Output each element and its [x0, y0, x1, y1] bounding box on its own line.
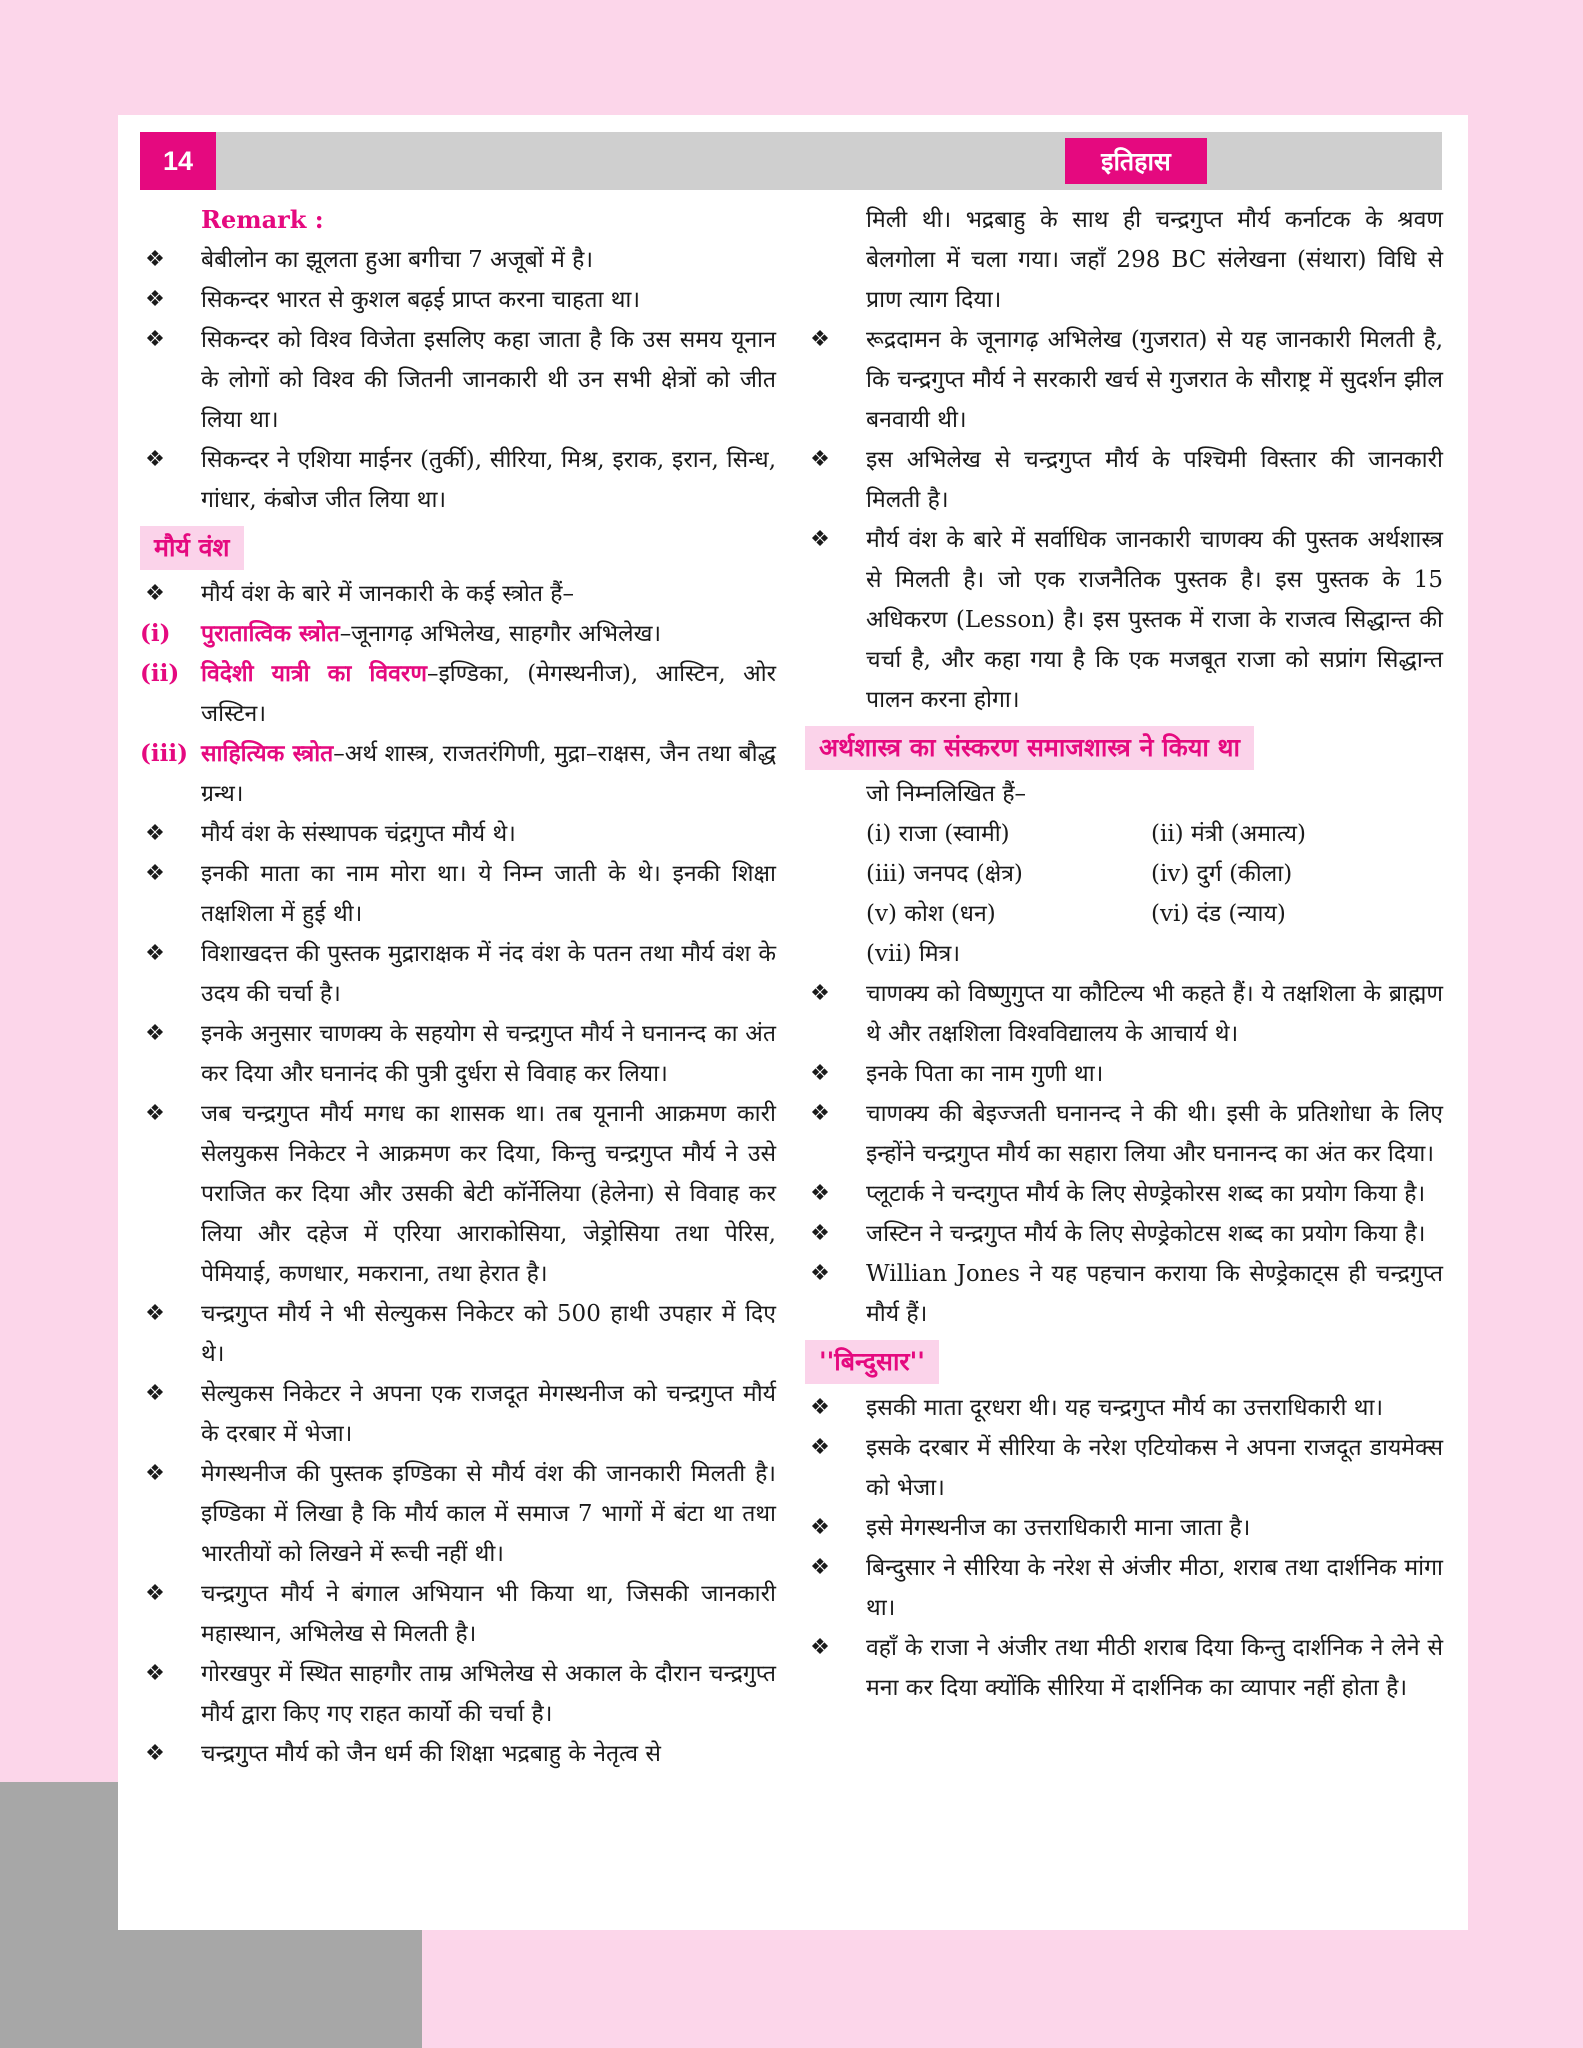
numbered-item: [140, 654, 776, 734]
list-item: [140, 1374, 776, 1454]
list-item: [140, 1454, 776, 1574]
bullet-diamond-icon: ❖: [145, 447, 165, 472]
bullet-diamond-icon: ❖: [145, 1741, 165, 1766]
list-item-text: इसके दरबार में सीरिया के नरेश एटियोकस ने अपना राजदूत डायमेक्स को भेजा।: [866, 1435, 1443, 1501]
bullet-diamond-icon: ❖: [810, 1061, 830, 1086]
list-item: [140, 1014, 776, 1094]
bullet-diamond-icon: ❖: [810, 1395, 830, 1420]
list-item: [805, 520, 1443, 720]
item-text: –जूनागढ़ अभिलेख, साहगौर अभिलेख।: [339, 621, 662, 647]
list-item: [140, 1294, 776, 1374]
list-item: [805, 1254, 1443, 1334]
element-item: (i) राजा (स्वामी): [866, 821, 1010, 847]
list-item: [140, 320, 776, 440]
list-item-text: गोरखपुर में स्थित साहगौर ताम्र अभिलेख से अकाल के दौरान चन्द्रगुप्त मौर्य द्वारा किए गए राहत कार्यो की चर्चा है।: [201, 1661, 776, 1727]
item-number: (i): [140, 620, 171, 647]
element-item: (ii) मंत्री (अमात्य): [1151, 821, 1306, 847]
paragraph: मिली थी। भद्रबाहु के साथ ही चन्द्रगुप्त मौर्य कर्नाटक के श्रवण बेलगोला में चला गया। जहाँ 298 BC संलेखना (संथारा) विधि से प्राण त्याग दिया।: [866, 207, 1443, 313]
list-item: [140, 280, 776, 320]
bullet-diamond-icon: ❖: [145, 247, 165, 272]
remark-label: Remark :: [201, 205, 324, 234]
bullet-diamond-icon: ❖: [810, 1635, 830, 1660]
list-item-text: प्लूटार्क ने चन्दगुप्त मौर्य के लिए सेण्ड्रेकोरस शब्द का प्रयोग किया है।: [866, 1181, 1426, 1207]
numbered-item: [140, 734, 776, 814]
bullet-diamond-icon: ❖: [810, 981, 830, 1006]
section-heading-wrap: [805, 1334, 1443, 1388]
bullet-diamond-icon: ❖: [145, 581, 165, 606]
bullet-diamond-icon: ❖: [145, 1581, 165, 1606]
list-item: [140, 1654, 776, 1734]
bullet-diamond-icon: ❖: [810, 327, 830, 352]
list-item: [805, 440, 1443, 520]
element-item: (iv) दुर्ग (कीला): [1151, 861, 1293, 887]
list-item-text: चाणक्य को विष्णुगुप्त या कौटिल्य भी कहते हैं। ये तक्षशिला के ब्राह्मण थे और तक्षशिला विश्वविद्यालय के आचार्य थे।: [866, 981, 1443, 1047]
bullet-diamond-icon: ❖: [810, 527, 830, 552]
list-item: [140, 240, 776, 280]
item-number: (ii): [140, 660, 180, 687]
list-item: [140, 934, 776, 1014]
list-item-text: चन्द्रगुप्त मौर्य ने भी सेल्युकस निकेटर को 500 हाथी उपहार में दिए थे।: [201, 1301, 776, 1367]
list-item-text: जब चन्द्रगुप्त मौर्य मगध का शासक था। तब यूनानी आक्रमण कारी सेलयुकस निकेटर ने आक्रमण कर दिया, किन्तु चन्द्रगुप्त मौर्य ने उसे पराजित कर दिया और उसकी बेटी कॉर्नेलिया (हेलेना) से विवाह कर लिया और दहेज में एरिया आराकोसिया, जेड्रोसिया तथा पेरिस, पेमियाई, कणधार, मकराना, तथा हेरात है।: [201, 1101, 776, 1287]
list-item: [805, 1094, 1443, 1174]
left-column: [140, 200, 776, 1774]
list-item: [140, 1574, 776, 1654]
bullet-diamond-icon: ❖: [145, 941, 165, 966]
list-item: [805, 1388, 1443, 1428]
bullet-diamond-icon: ❖: [810, 1181, 830, 1206]
list-item: [805, 1428, 1443, 1508]
list-item: [805, 974, 1443, 1054]
bullet-diamond-icon: ❖: [145, 287, 165, 312]
bullet-diamond-icon: ❖: [145, 1381, 165, 1406]
list-item: [140, 1734, 776, 1774]
list-item: [805, 320, 1443, 440]
bullet-diamond-icon: ❖: [145, 1301, 165, 1326]
list-item-text: इसे मेगस्थनीज का उत्तराधिकारी माना जाता है।: [866, 1515, 1251, 1541]
list-item-text: इनके पिता का नाम गुणी था।: [866, 1061, 1104, 1087]
list-item-text: मेगस्थनीज की पुस्तक इण्डिका से मौर्य वंश की जानकारी मिलती है। इण्डिका में लिखा है कि मौर्य काल में समाज 7 भागों में बंटा था तथा भारतीयों को लिखने में रूची नहीं थी।: [201, 1461, 776, 1567]
paragraph: जो निम्नलिखित हैं–: [866, 781, 1027, 807]
bullet-diamond-icon: ❖: [145, 1021, 165, 1046]
list-item: [140, 814, 776, 854]
element-item: (iii) जनपद (क्षेत्र): [866, 861, 1023, 887]
list-item: [805, 1174, 1443, 1214]
list-item: [140, 574, 776, 614]
list-item-text: मौर्य वंश के बारे में जानकारी के कई स्त्रोत हैं–: [201, 581, 575, 607]
bullet-diamond-icon: ❖: [145, 1101, 165, 1126]
list-item-text: चाणक्य की बेइज्जती घनानन्द ने की थी। इसी के प्रतिशोधा के लिए इन्होंने चन्द्रगुप्त मौर्य का सहारा लिया और घनानन्द का अंत कर दिया।: [866, 1101, 1443, 1167]
list-item: [805, 1214, 1443, 1254]
section-heading-wrap: [805, 720, 1443, 774]
subject-label: इतिहास: [1065, 138, 1207, 184]
item-text: –इण्डिका, (मेगस्थनीज), आस्टिन, ओर जस्टिन।: [201, 661, 777, 727]
list-item-text: वहाँ के राजा ने अंजीर तथा मीठी शराब दिया किन्तु दार्शनिक ने लेने से मना कर दिया क्योंकि सीरिया में दार्शनिक का व्यापार नहीं होता है।: [866, 1635, 1443, 1701]
bullet-diamond-icon: ❖: [810, 1435, 830, 1460]
section-heading: मौर्य वंश: [140, 526, 244, 570]
bullet-diamond-icon: ❖: [810, 1261, 830, 1286]
section-heading-wrap: [140, 520, 776, 574]
list-item-text: बेबीलोन का झूलता हुआ बगीचा 7 अजूबों में है।: [201, 247, 594, 273]
list-item-text: चन्द्रगुप्त मौर्य को जैन धर्म की शिक्षा भद्रबाहु के नेतृत्व से: [201, 1741, 661, 1767]
item-highlight: पुरातात्विक स्त्रोत: [201, 620, 340, 647]
list-item-text: विशाखदत्त की पुस्तक मुद्राराक्षक में नंद वंश के पतन तथा मौर्य वंश के उदय की चर्चा है।: [201, 941, 776, 1007]
list-item: [805, 1548, 1443, 1628]
bullet-diamond-icon: ❖: [145, 1661, 165, 1686]
element-list: [805, 814, 1443, 974]
section-heading: अर्थशास्त्र का संस्करण समाजशास्त्र ने किया था: [805, 726, 1254, 770]
list-item: [805, 1628, 1443, 1708]
bullet-diamond-icon: ❖: [810, 1101, 830, 1126]
bullet-diamond-icon: ❖: [145, 821, 165, 846]
bullet-diamond-icon: ❖: [145, 861, 165, 886]
list-item-text: इनके अनुसार चाणक्य के सहयोग से चन्द्रगुप्त मौर्य ने घनानन्द का अंत कर दिया और घनानंद की पुत्री दुर्धरा से विवाह कर लिया।: [201, 1021, 776, 1087]
list-item-text: चन्द्रगुप्त मौर्य ने बंगाल अभियान भी किया था, जिसकी जानकारी महास्थान, अभिलेख से मिलती है।: [201, 1581, 776, 1647]
list-item-text: इसकी माता दूरधरा थी। यह चन्द्रगुप्त मौर्य का उत्तराधिकारी था।: [866, 1395, 1384, 1421]
item-highlight: विदेशी यात्री का विवरण: [201, 660, 427, 687]
list-item: [805, 1508, 1443, 1548]
list-item-text: इस अभिलेख से चन्द्रगुप्त मौर्य के पश्चिमी विस्तार की जानकारी मिलती है।: [866, 447, 1443, 513]
list-item-text: मौर्य वंश के बारे में सर्वाधिक जानकारी चाणक्य की पुस्तक अर्थशास्त्र से मिलती है। जो एक राजनैतिक पुस्तक है। इस पुस्तक के 15 अधिकरण (Lesson) है। इस पुस्तक में राजा के राजत्व सिद्धान्त की चर्चा है, और कहा गया है कि एक मजबूत राजा को सप्रांग सिद्धान्त पालन करना होगा।: [866, 527, 1443, 713]
list-item-text: बिन्दुसार ने सीरिया के नरेश से अंजीर मीठा, शराब तथा दार्शनिक मांगा था।: [866, 1555, 1443, 1621]
item-highlight: साहित्यिक स्त्रोत: [201, 740, 334, 767]
bullet-diamond-icon: ❖: [810, 1221, 830, 1246]
list-item-text: सेल्युकस निकेटर ने अपना एक राजदूत मेगस्थनीज को चन्द्रगुप्त मौर्य के दरबार में भेजा।: [201, 1381, 776, 1447]
bullet-diamond-icon: ❖: [810, 1515, 830, 1540]
list-item-text: इनकी माता का नाम मोरा था। ये निम्न जाती के थे। इनकी शिक्षा तक्षशिला में हुई थी।: [201, 861, 776, 927]
bullet-diamond-icon: ❖: [810, 447, 830, 472]
header-bar: [140, 132, 1442, 190]
right-column: [805, 200, 1443, 1708]
numbered-item: [140, 614, 776, 654]
element-item: (v) कोश (धन): [866, 901, 996, 927]
list-item: [805, 1054, 1443, 1094]
bullet-diamond-icon: ❖: [810, 1555, 830, 1580]
list-item: [140, 440, 776, 520]
section-heading: ''बिन्दुसार'': [805, 1340, 939, 1384]
list-item-text: सिकन्दर भारत से कुशल बढ़ई प्राप्त करना चाहता था।: [201, 287, 641, 313]
element-item: (vii) मित्र।: [866, 941, 961, 967]
list-item-text: सिकन्दर को विश्व विजेता इसलिए कहा जाता है कि उस समय यूनान के लोगों को विश्व की जितनी जानकारी थी उन सभी क्षेत्रों को जीत लिया था।: [201, 327, 776, 433]
item-text: –अर्थ शास्त्र, राजतरंगिणी, मुद्रा–राक्षस, जैन तथा बौद्ध ग्रन्थ।: [201, 741, 777, 807]
element-item: (vi) दंड (न्याय): [1151, 901, 1286, 927]
list-item-text: जस्टिन ने चन्द्रगुप्त मौर्य के लिए सेण्ड्रेकोटस शब्द का प्रयोग किया है।: [866, 1221, 1426, 1247]
list-item-text: मौर्य वंश के संस्थापक चंद्रगुप्त मौर्य थे।: [201, 821, 516, 847]
page-number: 14: [140, 132, 216, 190]
list-item-text: Willian Jones ने यह पहचान कराया कि सेण्ड्रेकाट्स ही चन्द्रगुप्त मौर्य हैं।: [866, 1261, 1443, 1327]
item-number: (iii): [140, 740, 188, 767]
list-item: [140, 1094, 776, 1294]
list-item-text: रूद्रदामन के जूनागढ़ अभिलेख (गुजरात) से यह जानकारी मिलती है, कि चन्द्रगुप्त मौर्य ने सरकारी खर्च से गुजरात के सौराष्ट्र में सुदर्शन झील बनवायी थी।: [866, 327, 1443, 433]
bullet-diamond-icon: ❖: [145, 327, 165, 352]
list-item: [140, 854, 776, 934]
bullet-diamond-icon: ❖: [145, 1461, 165, 1486]
list-item-text: सिकन्दर ने एशिया माईनर (तुर्की), सीरिया, मिश्र, इराक, इरान, सिन्ध, गांधार, कंबोज जीत लिया था।: [201, 447, 776, 513]
